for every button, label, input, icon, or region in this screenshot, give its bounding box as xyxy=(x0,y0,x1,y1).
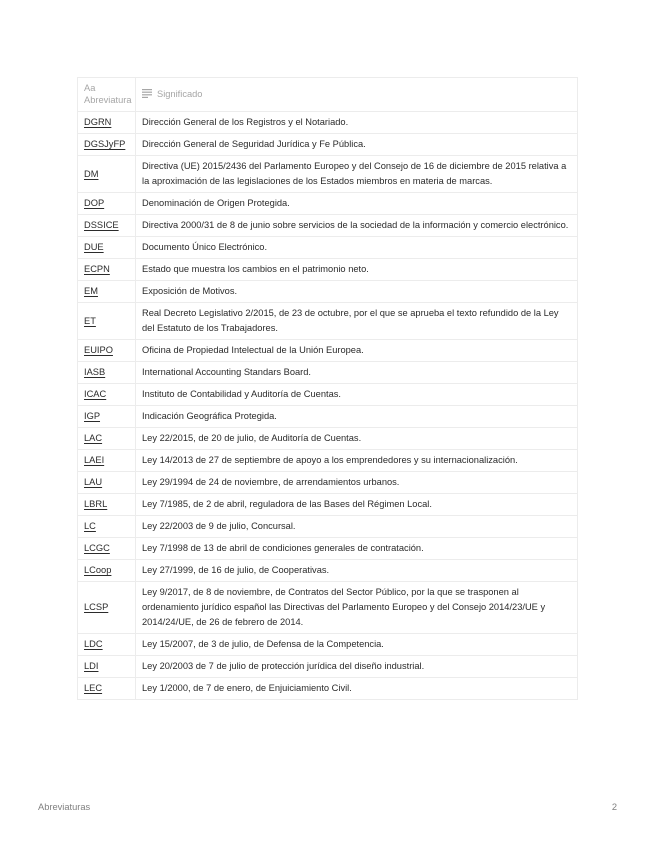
meaning-column-header xyxy=(136,78,578,112)
table-row xyxy=(78,156,578,193)
abbreviation-link[interactable]: DGRN xyxy=(84,117,112,127)
table-row xyxy=(78,193,578,215)
table-row xyxy=(78,656,578,678)
abbreviation-cell xyxy=(78,582,136,634)
abbreviation-cell xyxy=(78,494,136,516)
meaning-cell: Ley 27/1999, de 16 de julio, de Cooperativas. xyxy=(136,560,578,582)
table-row xyxy=(78,450,578,472)
meaning-cell: Directiva 2000/31 de 8 de junio sobre servicios de la sociedad de la información y comercio electrónico. xyxy=(136,215,578,237)
meaning-cell: Ley 22/2015, de 20 de julio, de Auditoría de Cuentas. xyxy=(136,428,578,450)
table-row xyxy=(78,406,578,428)
abbreviation-link[interactable]: DOP xyxy=(84,198,105,208)
footer-title: Abreviaturas xyxy=(38,802,91,812)
table-row xyxy=(78,516,578,538)
abbreviation-cell xyxy=(78,406,136,428)
text-property-icon: Aa xyxy=(84,83,96,93)
table-row xyxy=(78,560,578,582)
meaning-cell: Dirección General de Seguridad Jurídica y Fe Pública. xyxy=(136,134,578,156)
abbreviation-header-label: Abreviatura xyxy=(84,95,132,105)
table-row xyxy=(78,494,578,516)
meaning-cell: Dirección General de los Registros y el Notariado. xyxy=(136,112,578,134)
abbreviation-link[interactable]: DGSJyFP xyxy=(84,139,126,149)
meaning-cell: Ley 20/2003 de 7 de julio de protección jurídica del diseño industrial. xyxy=(136,656,578,678)
abbreviation-cell xyxy=(78,303,136,340)
page-number: 2 xyxy=(611,802,617,812)
abbreviation-link[interactable]: LEC xyxy=(84,683,103,693)
meaning-cell: Real Decreto Legislativo 2/2015, de 23 de octubre, por el que se aprueba el texto refundido de la Ley del Estatuto de los Trabajadores. xyxy=(136,303,578,340)
abbreviation-link[interactable]: LCGC xyxy=(84,543,110,553)
table-header-row xyxy=(78,78,578,112)
abbreviation-cell xyxy=(78,450,136,472)
meaning-cell: Directiva (UE) 2015/2436 del Parlamento Europeo y del Consejo de 16 de diciembre de 2015 relativa a la aproximación de las legislaciones de los Estados miembros en materia de marcas. xyxy=(136,156,578,193)
table-row xyxy=(78,134,578,156)
meaning-cell: Ley 15/2007, de 3 de julio, de Defensa de la Competencia. xyxy=(136,634,578,656)
abbreviation-link[interactable]: LAC xyxy=(84,433,103,443)
abbreviation-link[interactable]: IGP xyxy=(84,411,101,421)
abbreviation-link[interactable]: LC xyxy=(84,521,96,531)
abbreviation-link[interactable]: LCoop xyxy=(84,565,112,575)
abbreviation-link[interactable]: IASB xyxy=(84,367,106,377)
abbreviation-link[interactable]: ECPN xyxy=(84,264,110,274)
abbreviation-link[interactable]: ICAC xyxy=(84,389,107,399)
meaning-cell: Instituto de Contabilidad y Auditoría de Cuentas. xyxy=(136,384,578,406)
table-row xyxy=(78,678,578,700)
meaning-cell: Ley 14/2013 de 27 de septiembre de apoyo a los emprendedores y su internacionalización. xyxy=(136,450,578,472)
meaning-cell: International Accounting Standars Board. xyxy=(136,362,578,384)
meaning-cell: Documento Único Electrónico. xyxy=(136,237,578,259)
abbreviation-cell xyxy=(78,472,136,494)
abbreviation-cell xyxy=(78,193,136,215)
abbreviation-link[interactable]: LCSP xyxy=(84,602,109,612)
table-row xyxy=(78,428,578,450)
table-row xyxy=(78,384,578,406)
abbreviation-link[interactable]: EUIPO xyxy=(84,345,113,355)
abbreviation-cell xyxy=(78,538,136,560)
meaning-cell: Indicación Geográfica Protegida. xyxy=(136,406,578,428)
table-row xyxy=(78,582,578,634)
abbreviation-link[interactable]: DSSICE xyxy=(84,220,119,230)
meaning-cell: Oficina de Propiedad Intelectual de la Unión Europea. xyxy=(136,340,578,362)
abbreviation-cell xyxy=(78,634,136,656)
abbreviation-column-header xyxy=(78,78,136,112)
meaning-cell: Ley 7/1998 de 13 de abril de condiciones generales de contratación. xyxy=(136,538,578,560)
meaning-cell: Denominación de Origen Protegida. xyxy=(136,193,578,215)
meaning-cell: Ley 9/2017, de 8 de noviembre, de Contratos del Sector Público, por la que se trasponen al ordenamiento jurídico español las Directivas del Parlamento Europeo y del Consejo 2014/23/UE y 2014/24/UE, de 26 de febrero de 2014. xyxy=(136,582,578,634)
abbreviation-cell xyxy=(78,560,136,582)
table-row xyxy=(78,281,578,303)
meaning-cell: Ley 22/2003 de 9 de julio, Concursal. xyxy=(136,516,578,538)
meaning-cell: Ley 29/1994 de 24 de noviembre, de arrendamientos urbanos. xyxy=(136,472,578,494)
table-row xyxy=(78,112,578,134)
abbreviation-cell xyxy=(78,156,136,193)
meaning-cell: Estado que muestra los cambios en el patrimonio neto. xyxy=(136,259,578,281)
text-lines-icon xyxy=(142,89,152,101)
meaning-cell: Exposición de Motivos. xyxy=(136,281,578,303)
abbreviation-cell xyxy=(78,134,136,156)
abbreviation-link[interactable]: EM xyxy=(84,286,98,296)
abbreviation-link[interactable]: DUE xyxy=(84,242,104,252)
abbreviation-link[interactable]: DM xyxy=(84,168,99,179)
abbreviation-cell xyxy=(78,259,136,281)
abbreviation-cell xyxy=(78,428,136,450)
abbreviation-link[interactable]: LAEI xyxy=(84,455,105,465)
table-row xyxy=(78,237,578,259)
abbreviation-link[interactable]: ET xyxy=(84,315,96,326)
meaning-header-label: Significado xyxy=(157,88,203,99)
table-row xyxy=(78,215,578,237)
table-row xyxy=(78,634,578,656)
abbreviation-link[interactable]: LBRL xyxy=(84,499,108,509)
meaning-cell: Ley 7/1985, de 2 de abril, reguladora de las Bases del Régimen Local. xyxy=(136,494,578,516)
abbreviation-link[interactable]: LDC xyxy=(84,639,103,649)
abbreviation-cell xyxy=(78,340,136,362)
table-row xyxy=(78,259,578,281)
table-row xyxy=(78,538,578,560)
abbreviation-cell xyxy=(78,362,136,384)
table-row xyxy=(78,340,578,362)
table-row xyxy=(78,472,578,494)
abbreviation-cell xyxy=(78,281,136,303)
abbreviation-cell xyxy=(78,678,136,700)
abbreviation-cell xyxy=(78,215,136,237)
abbreviations-table xyxy=(77,77,578,700)
table-row xyxy=(78,362,578,384)
abbreviation-cell xyxy=(78,516,136,538)
meaning-cell: Ley 1/2000, de 7 de enero, de Enjuiciamiento Civil. xyxy=(136,678,578,700)
abbreviation-link[interactable]: LDI xyxy=(84,661,99,671)
abbreviation-link[interactable]: LAU xyxy=(84,477,103,487)
abbreviation-cell xyxy=(78,237,136,259)
abbreviation-cell xyxy=(78,656,136,678)
abbreviation-cell xyxy=(78,112,136,134)
abbreviation-cell xyxy=(78,384,136,406)
table-row xyxy=(78,303,578,340)
